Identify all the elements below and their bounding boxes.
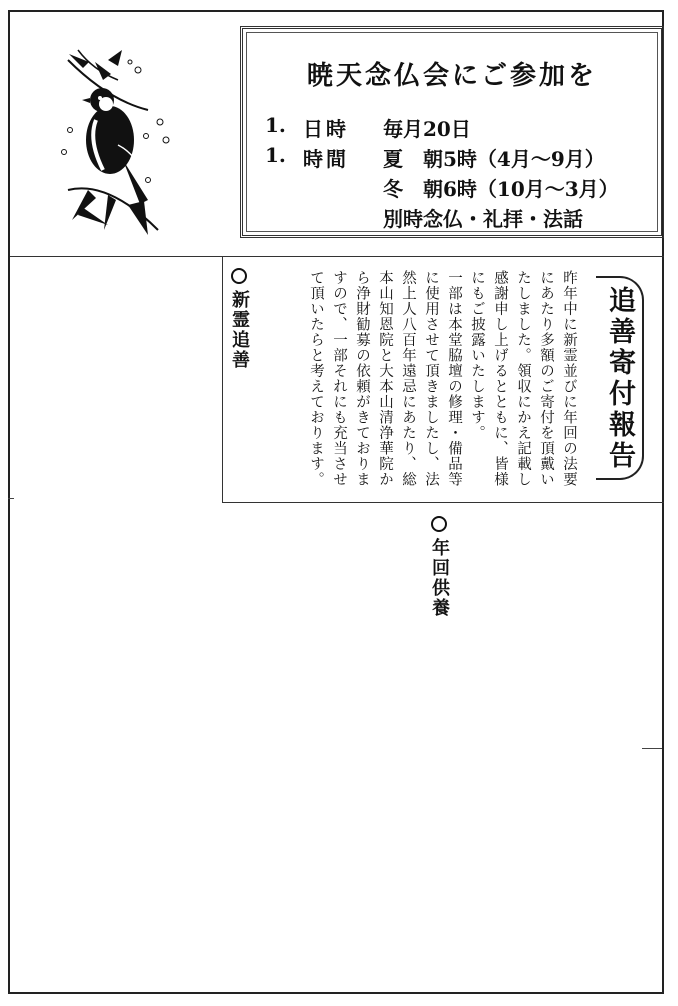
report-body xyxy=(292,270,580,502)
section-new-spirit-label: 新霊追善 xyxy=(229,290,250,370)
row-value: 別時念仏・礼拝・法話 xyxy=(383,207,583,231)
row-number: 1. xyxy=(265,113,286,137)
section-new-spirit xyxy=(226,268,252,370)
margin-tick xyxy=(8,498,14,499)
announcement-title: 暁天念仏会にご参加を xyxy=(306,61,597,91)
row-number: 1. xyxy=(265,143,286,167)
row-label: 時間 xyxy=(303,147,349,171)
circle-icon xyxy=(431,516,447,532)
row-value: 毎月20日 xyxy=(383,117,471,141)
column-divider xyxy=(222,256,223,502)
row-value: 冬 朝6時（10月～3月） xyxy=(383,177,619,201)
header-divider xyxy=(10,256,664,257)
report-title: 追善寄付報告 xyxy=(604,286,635,472)
report-paragraph-1: 昨年中に新霊並びに年回の法要にあたり多額のご寄付を頂戴いたしました。領収にかえ記載し感謝申し上げるとともに、皆様にもご披露いたします。 xyxy=(469,270,577,487)
report-paragraph-2: 一部は本堂脇壇の修理・備品等に使用させて頂きましたし、法然上人八百年遠忌にあたり、総本山知恩院と大本山清浄華院から浄財勧募の依頼がきておりますので、一部それにも充当させて頂いたらと考えております。 xyxy=(308,270,462,487)
section-annual-memorial xyxy=(426,516,452,618)
row-label: 日時 xyxy=(303,117,349,141)
section-divider xyxy=(222,502,664,503)
sparrow-illustration-icon xyxy=(48,40,178,240)
row-value: 夏 朝5時（4月～9月） xyxy=(383,147,605,171)
circle-icon xyxy=(231,268,247,284)
margin-tick xyxy=(642,748,662,749)
announcement-box xyxy=(240,26,664,238)
section-annual-memorial-label: 年回供養 xyxy=(429,538,450,618)
